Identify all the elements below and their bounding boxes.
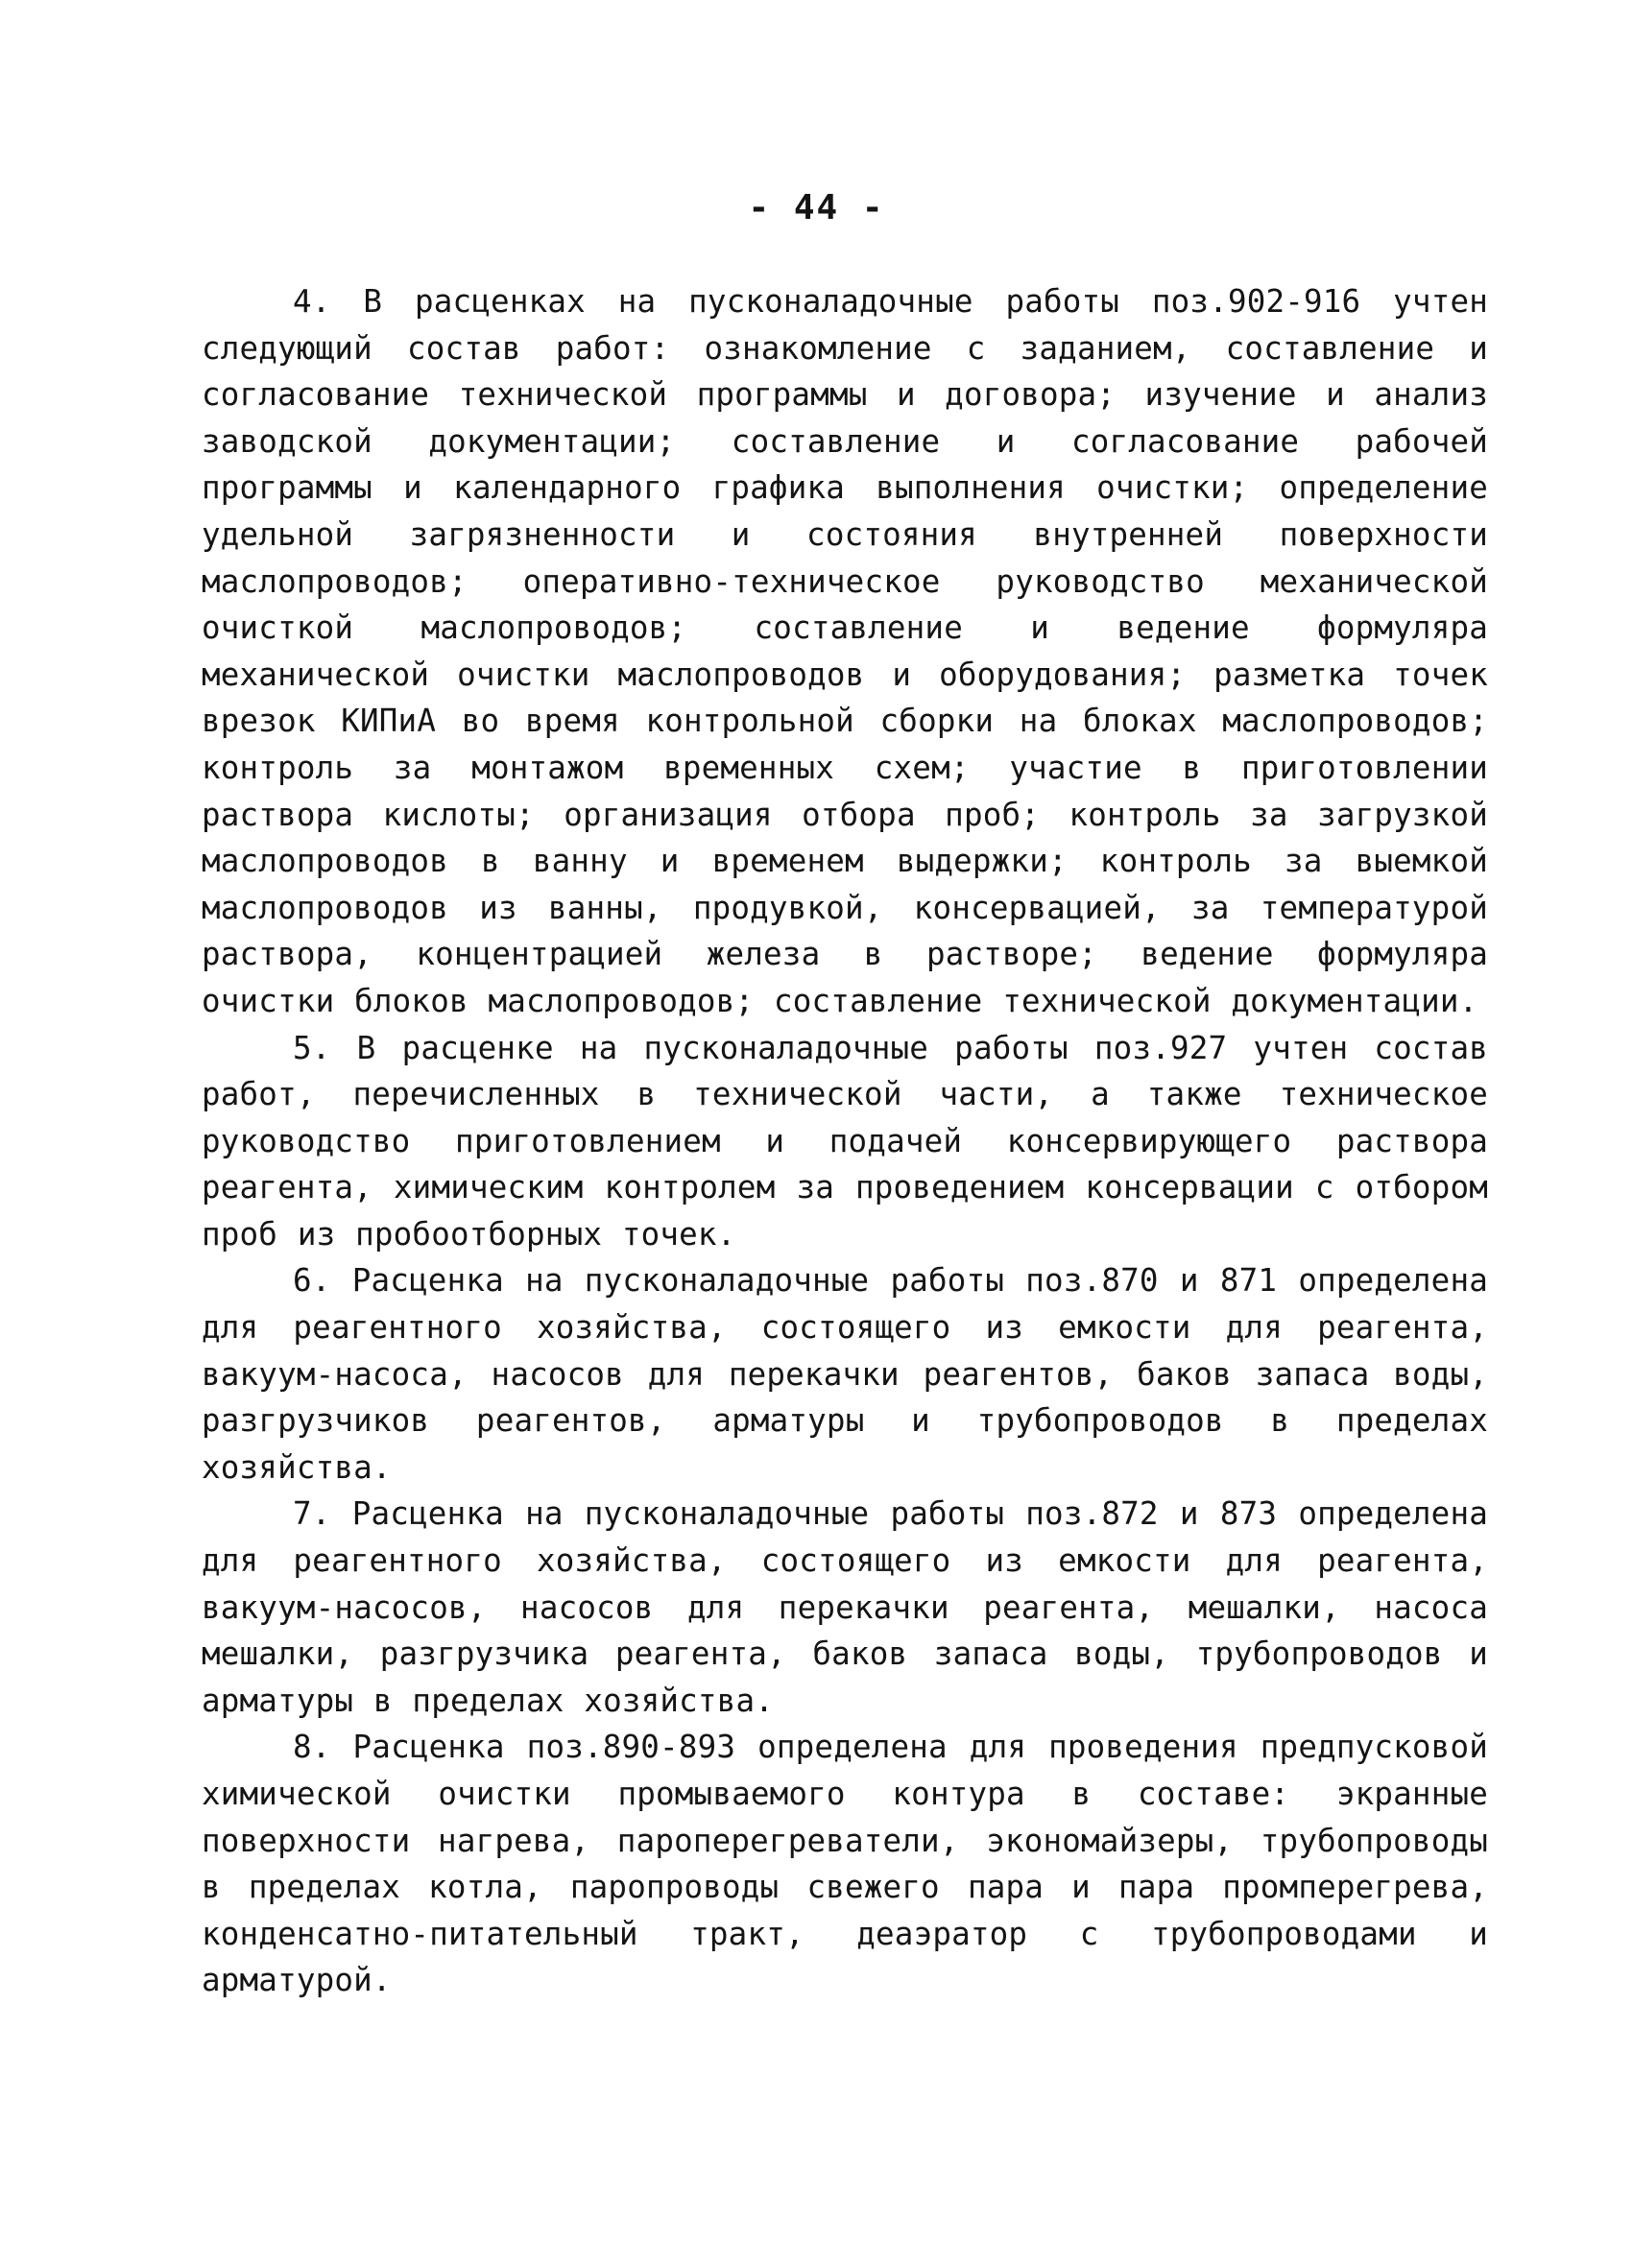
paragraph-8: 8. Расценка поз.890-893 определена для проведения предпусковой химической очистки промываемого контура в составе: экранные поверхности нагрева, пароперегреватели, экономайзеры, трубопроводы в пределах котла, паропроводы свежего пара и пара промперегрева, конденсатно-питательный тракт, деаэратор с трубопроводами и арматурой.: [202, 1729, 1488, 1999]
paragraph-5: 5. В расценке на пусконаладочные работы поз.927 учтен состав работ, перечисленных в технической части, а также техническое руководство приготовлением и подачей консервирующего раствора реагента, химическим контролем за проведением консервации с отбором проб из пробоотборных точек.: [202, 1029, 1488, 1253]
paragraph-7: 7. Расценка на пусконаладочные работы поз.872 и 873 определена для реагентного хозяйства, состоящего из емкости для реагента, вакуум-насосов, насосов для перекачки реагента, мешалки, насоса мешалки, разгрузчика реагента, баков запаса воды, трубопроводов и арматуры в пределах хозяйства.: [202, 1495, 1488, 1719]
page-number: - 44 -: [748, 188, 885, 227]
document-body: [202, 278, 1488, 2004]
paragraph-4: 4. В расценках на пусконаладочные работы поз.902-916 учтен следующий состав работ: ознакомление с заданием, составление и согласование технической программы и договора; изучение и анализ заводской документации; составление и согласование рабочей программы и календарного графика выполнения очистки; определение удельной загрязненности и состояния внутренней поверхности маслопроводов; оперативно-техническое руководство механической очисткой маслопроводов; составление и ведение формуляра механической очистки маслопроводов и оборудования; разметка точек врезок КИПиА во время контрольной сборки на блоках маслопроводов; контроль за монтажом временных схем; участие в приготовлении раствора кислоты; организация отбора проб; контроль за загрузкой маслопроводов в ванну и временем выдержки; контроль за выемкой маслопроводов из ванны, продувкой, консервацией, за температурой раствора, концентрацией железа в растворе; ведение формуляра очистки блоков маслопроводов; составление технической документации.: [202, 283, 1488, 1019]
paragraph-6: 6. Расценка на пусконаладочные работы поз.870 и 871 определена для реагентного хозяйства, состоящего из емкости для реагента, вакуум-насоса, насосов для перекачки реагентов, баков запаса воды, разгрузчиков реагентов, арматуры и трубопроводов в пределах хозяйства.: [202, 1262, 1488, 1486]
